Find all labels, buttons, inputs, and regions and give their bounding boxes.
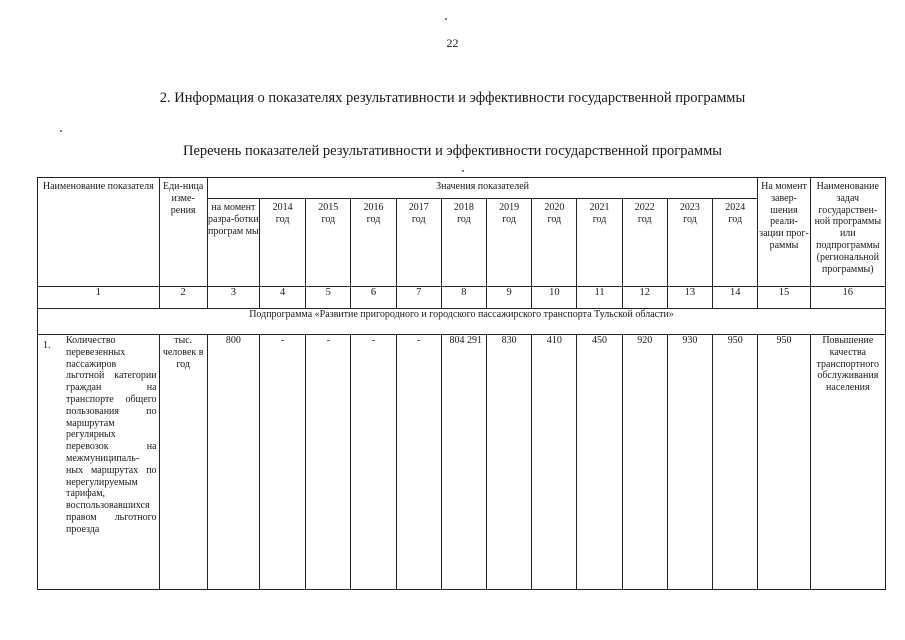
column-number: 6 xyxy=(351,287,396,309)
column-number: 10 xyxy=(532,287,577,309)
task-cell: Повышение качества транспортного обслуживания населения xyxy=(810,335,885,590)
column-number: 2 xyxy=(159,287,207,309)
column-number: 15 xyxy=(758,287,810,309)
column-number: 8 xyxy=(441,287,486,309)
header-year: 2015 год xyxy=(306,199,351,287)
column-number: 5 xyxy=(306,287,351,309)
header-year: 2014 год xyxy=(260,199,306,287)
scan-speck xyxy=(445,18,447,20)
header-year: 2021 год xyxy=(577,199,622,287)
scan-speck xyxy=(60,130,62,132)
year-value-cell: 950 xyxy=(713,335,758,590)
indicator-number: 1. xyxy=(43,340,51,351)
header-year: 2018 год xyxy=(441,199,486,287)
column-number: 16 xyxy=(810,287,885,309)
header-tasks: Наименование задач государствен-ной программы или подпрограммы (региональной программы) xyxy=(810,178,885,287)
column-number: 4 xyxy=(260,287,306,309)
indicator-cell xyxy=(38,335,160,590)
header-end-value: На момент завер-шения реали-зации прог-раммы xyxy=(758,178,810,287)
year-value-cell: 830 xyxy=(487,335,532,590)
year-value-cell: 920 xyxy=(622,335,667,590)
year-value-cell: 410 xyxy=(532,335,577,590)
year-value-cell: 930 xyxy=(667,335,712,590)
header-year: 2020 год xyxy=(532,199,577,287)
column-number: 9 xyxy=(487,287,532,309)
column-number: 13 xyxy=(667,287,712,309)
year-value-cell: 450 xyxy=(577,335,622,590)
column-number: 12 xyxy=(622,287,667,309)
column-number: 11 xyxy=(577,287,622,309)
header-year: 2016 год xyxy=(351,199,396,287)
column-number: 7 xyxy=(396,287,441,309)
section-heading: 2. Информация о показателях результативности и эффективности государственной программы xyxy=(159,90,746,106)
subprogram-title: Подпрограмма «Развитие пригородного и городского пассажирского транспорта Тульской области» xyxy=(38,309,886,335)
header-indicator-name: Наименование показателя xyxy=(38,178,160,287)
column-number: 14 xyxy=(713,287,758,309)
year-value-cell: - xyxy=(396,335,441,590)
indicator-name: Количество перевезенных пассажиров льготной категории граждан на транспорте общего пользования по маршрутам регулярных перевозок на межмуниципаль- ных маршрутах по нерегулируемым тарифам, воспользовавшихся правом льготного проезда xyxy=(66,335,157,535)
table-title: Перечень показателей результативности и эффективности государственной программы xyxy=(182,143,723,159)
end-value-cell: 950 xyxy=(758,335,810,590)
year-value-cell: 804 291 xyxy=(441,335,486,590)
header-year: 2022 год xyxy=(622,199,667,287)
year-value-cell: - xyxy=(260,335,306,590)
header-year: 2023 год xyxy=(667,199,712,287)
header-start-value: на момент разра-ботки програм мы xyxy=(207,199,259,287)
header-values-group: Значения показателей xyxy=(207,178,758,199)
year-value-cell: - xyxy=(351,335,396,590)
year-value-cell: - xyxy=(306,335,351,590)
header-unit: Еди-ница изме-рения xyxy=(159,178,207,287)
page-number: 22 xyxy=(446,36,459,50)
start-value-cell: 800 xyxy=(207,335,259,590)
column-number: 3 xyxy=(207,287,259,309)
header-year: 2017 год xyxy=(396,199,441,287)
indicators-table xyxy=(37,177,886,590)
column-number: 1 xyxy=(38,287,160,309)
scan-speck xyxy=(462,170,464,172)
header-year: 2024 год xyxy=(713,199,758,287)
unit-cell: тыс. человек в год xyxy=(159,335,207,590)
header-year: 2019 год xyxy=(487,199,532,287)
